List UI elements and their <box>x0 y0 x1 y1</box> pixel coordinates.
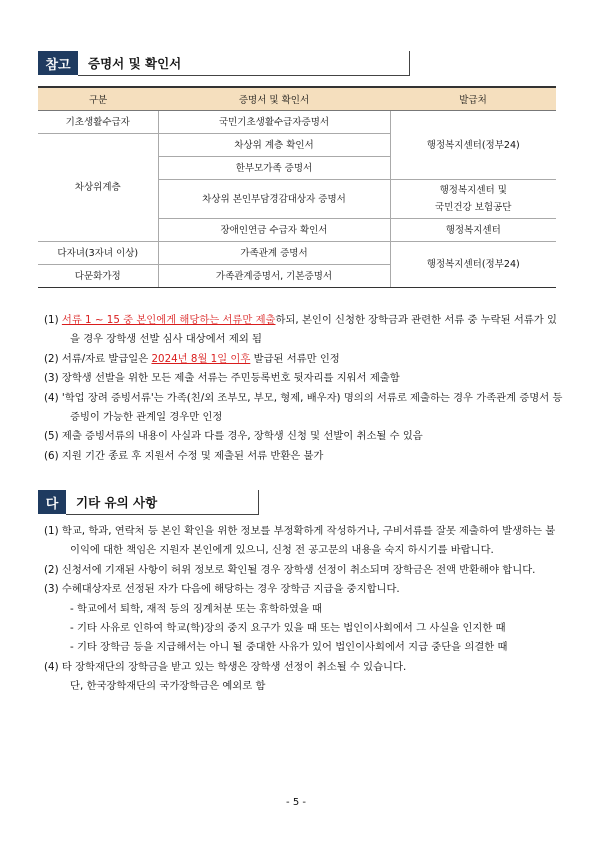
highlight-text: 서류 1 ~ 15 중 본인에게 해당하는 서류만 제출 <box>61 314 276 326</box>
issuer-cell: 행정복지센터 <box>390 219 556 242</box>
other-notes-section-header <box>38 490 157 514</box>
category-cell: 다자녀(3자녀 이상) <box>38 242 158 265</box>
header-underline <box>66 514 259 515</box>
note-item <box>44 561 564 580</box>
header-divider <box>258 490 259 514</box>
note-item <box>44 311 564 350</box>
other-notes-list <box>44 522 564 697</box>
note-text: 서류/자료 발급일은 <box>61 352 152 365</box>
other-notes-section-title: 기타 유의 사항 <box>76 495 158 510</box>
sub-note-item: - 기타 장학금 등을 지급해서는 아니 될 중대한 사유가 있어 법인이사회에서 지급 중단을 의결한 때 <box>70 641 508 654</box>
document-cell: 가족관계 증명서 <box>158 242 390 265</box>
note-text: 제출 증빙서류의 내용이 사실과 다를 경우, 장학생 신청 및 선발이 취소될 수 있음 <box>61 430 423 443</box>
table-row <box>38 111 556 134</box>
issuer-line: 행정복지센터 및 <box>439 185 507 196</box>
note-item <box>44 580 564 599</box>
column-header: 구분 <box>38 87 158 111</box>
note-text: 지원 기간 종료 후 지원서 수정 및 제출된 서류 반환은 불가 <box>61 449 324 462</box>
note-item <box>44 427 564 446</box>
note-number: (5) <box>44 430 59 443</box>
reference-notes <box>44 311 564 466</box>
page-number: - 5 - <box>286 797 306 808</box>
note-text: 학교, 학과, 연락처 등 본인 확인을 위한 정보를 부정확하게 작성하거나, 구비서류를 잘못 제출하여 발생하는 불이익에 대한 책임은 지원자 본인에게 있으니, 신청 전 공고문의 내용을 숙지 하시기를 바랍니다. <box>61 525 556 557</box>
table-header-row <box>38 87 556 111</box>
note-text: 신청서에 기재된 사항이 허위 정보로 확인될 경우 장학생 선정이 취소되며 장학금은 전액 반환해야 합니다. <box>61 563 536 576</box>
category-cell: 차상위계층 <box>38 134 158 242</box>
note-item <box>44 350 564 369</box>
note-text: 장학생 선발을 위한 모든 제출 서류는 주민등록번호 뒷자리를 지워서 제출함 <box>61 372 400 385</box>
document-cell: 가족관계증명서, 기본증명서 <box>158 265 390 288</box>
reference-tag: 참고 <box>38 51 78 75</box>
sub-note-item: - 학교에서 퇴학, 재적 등의 징계처분 또는 휴학하였을 때 <box>70 602 323 615</box>
header-underline <box>78 75 410 76</box>
document-cell: 장애인연금 수급자 확인서 <box>158 219 390 242</box>
note-item <box>44 447 564 466</box>
note-number: (3) <box>44 583 59 596</box>
category-cell: 기초생활수급자 <box>38 111 158 134</box>
header-divider <box>409 51 410 75</box>
note-number: (3) <box>44 372 59 385</box>
note-number: (1) <box>44 314 59 326</box>
category-cell: 다문화가정 <box>38 265 158 288</box>
note-text: '학업 장려 증빙서류'는 가족(친/외 조부모, 부모, 형제, 배우자) 명의의 서류로 제출하는 경우 가족관계 증명서 등 증빙이 가능한 관계일 경우만 인정 <box>61 391 563 424</box>
note-text: 발급된 서류만 인정 <box>250 352 340 365</box>
highlight-text: 2024년 8월 1일 이후 <box>151 352 251 365</box>
reference-section-header <box>38 51 181 75</box>
issuer-line: 국민건강 보험공단 <box>435 202 512 213</box>
document-cell: 국민기초생활수급자증명서 <box>158 111 390 134</box>
sub-note-item: - 기타 사유로 인하여 학교(학)장의 중지 요구가 있을 때 또는 법인이사회에서 그 사실을 인지한 때 <box>70 622 506 635</box>
document-cell: 차상위 계층 확인서 <box>158 134 390 157</box>
note-item <box>44 522 564 561</box>
note-number: (2) <box>44 352 59 365</box>
note-item <box>44 369 564 388</box>
reference-section-title: 증명서 및 확인서 <box>88 56 182 71</box>
column-header: 발급처 <box>390 87 556 111</box>
document-cell: 한부모가족 증명서 <box>158 157 390 180</box>
certificate-table <box>38 86 556 288</box>
note-item <box>44 658 564 677</box>
table-row <box>38 242 556 265</box>
note-item <box>44 389 564 428</box>
note-text: 수혜대상자로 선정된 자가 다음에 해당하는 경우 장학금 지급을 중지합니다. <box>61 583 400 596</box>
note-number: (4) <box>44 660 59 673</box>
note-number: (6) <box>44 449 59 462</box>
note-number: (2) <box>44 563 59 576</box>
note-number: (1) <box>44 525 59 537</box>
note-number: (4) <box>44 391 59 404</box>
column-header: 증명서 및 확인서 <box>158 87 390 111</box>
note-continuation: 단, 한국장학재단의 국가장학금은 예외로 함 <box>70 680 266 693</box>
section-tag: 다 <box>38 490 66 514</box>
issuer-cell: 행정복지센터(정부24) <box>390 242 556 288</box>
issuer-cell: 행정복지센터(정부24) <box>390 111 556 180</box>
issuer-cell <box>390 180 556 219</box>
document-cell: 차상위 본인부담경감대상자 증명서 <box>158 180 390 219</box>
note-text: 하되, 본인이 신청한 장학금과 관련한 서류 중 누락된 서류가 있을 경우 장학생 선발 심사 대상에서 제외 됨 <box>70 314 557 346</box>
note-text: 타 장학재단의 장학금을 받고 있는 학생은 장학생 선정이 취소될 수 있습니다. <box>61 660 407 673</box>
